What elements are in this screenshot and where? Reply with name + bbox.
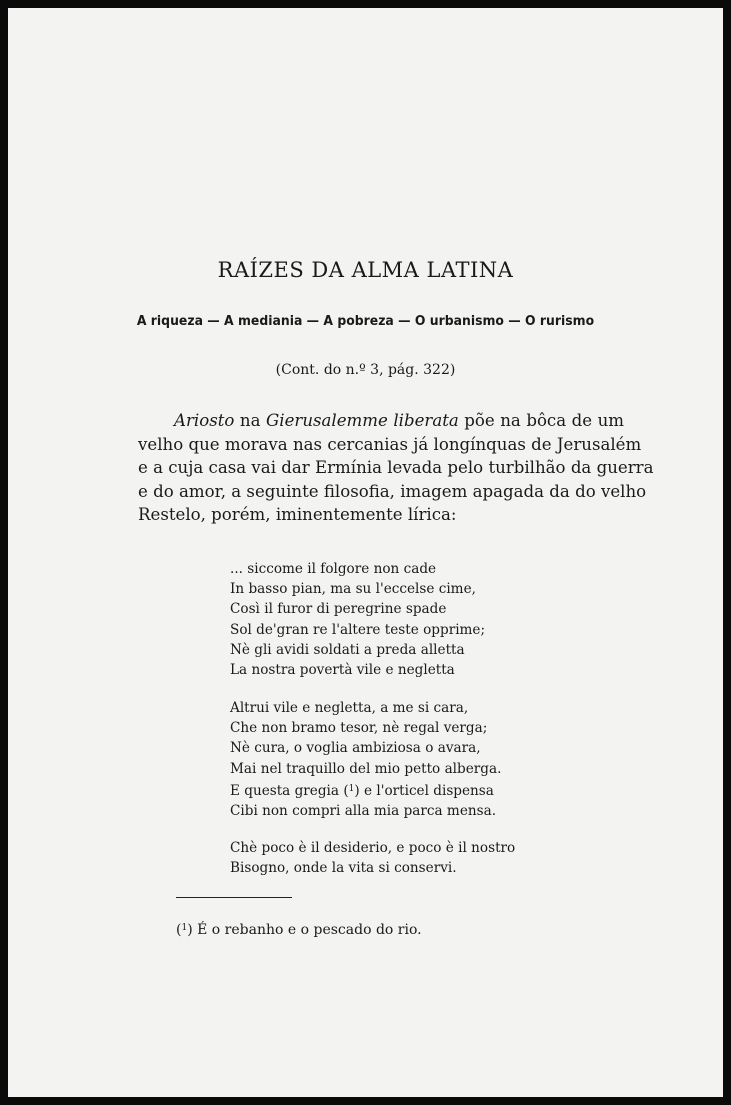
verse-stanza-3 [230,838,515,878]
verse-line: Mai nel traquillo del mio petto alberga. [230,760,502,777]
verse-line: Sol de'gran re l'altere teste opprime; [230,621,486,638]
verse-line: Chè poco è il desiderio, e poco è il nostro [230,840,516,856]
work-title: Gierusalemme liberata [266,411,459,430]
footnote-text: É o rebanho e o pescado do rio. [192,922,422,938]
footnote-divider [176,897,292,898]
footnote: ($^1$) É o rebanho e o pescado do rio. [176,922,422,938]
page-title: RAÍZES DA ALMA LATINA [217,258,514,282]
verse-line: Così il furor di peregrine spade [230,601,447,618]
verse-line: ... siccome il folgore non cade [230,561,437,577]
prose-paragraph [138,409,654,527]
verse-line: Nè gli avidi soldati a preda alletta [230,641,465,658]
author-name: Ariosto [174,411,235,430]
verse-line: Cibi non compri alla mia parca mensa. [230,803,497,820]
verse-stanza-2 [230,698,501,821]
prose-line: Restelo, porém, iminentemente lírica: [138,505,457,524]
verse-line: E questa gregia ($^1$) e l'orticel dispensa [230,782,494,799]
verse-line: Bisogno, onde la vita si conservi. [230,860,457,877]
verse-line: La nostra povertà vile e negletta [230,662,455,679]
verse-line: Nè cura, o voglia ambiziosa o avara, [230,740,481,757]
prose-line: e a cuja casa vai dar Ermínia levada pelo turbilhão da guerra [138,458,654,477]
continuation-note: (Cont. do n.º 3, pág. 322) [275,362,456,378]
prose-line: Ariosto na Gierusalemme liberata põe na bôca de um [174,411,624,430]
verse-line: Altrui vile e negletta, a me si cara, [230,700,469,716]
prose-line: e do amor, a seguinte filosofia, imagem apagada da do velho [138,481,647,501]
verse-stanza-1 [230,559,485,680]
footnote-mark: 1 [181,923,188,933]
verse-line: In basso pian, ma su l'eccelse cime, [230,581,476,598]
prose-line: velho que morava nas cercanias já longínquas de Jerusalém [138,434,642,454]
verse-line: Che non bramo tesor, nè regal verga; [230,720,488,737]
footnote-reference: 1 [348,783,355,794]
document-page [8,8,723,1097]
section-subtitle: A riqueza — A mediania — A pobreza — O urbanismo — O rurismo [136,313,595,329]
